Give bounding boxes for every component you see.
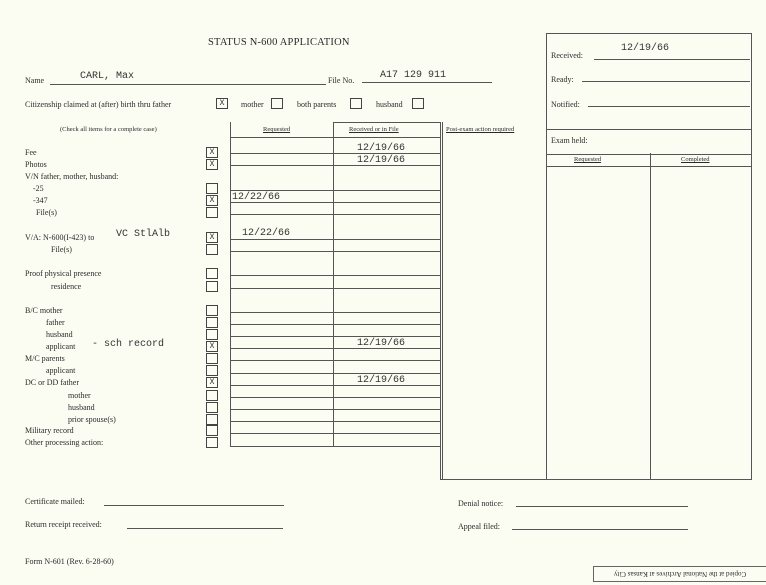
residence-checkbox[interactable] [206, 281, 218, 292]
name-value: CARL, Max [80, 71, 135, 82]
proof-checkbox[interactable] [206, 268, 218, 279]
appeal-filed-label: Appeal filed: [458, 522, 500, 531]
certificate-mailed-label: Certificate mailed: [25, 497, 85, 506]
item-fee: Fee [25, 148, 37, 157]
name-label: Name [25, 76, 45, 85]
mc-parents-checkbox[interactable] [206, 353, 218, 364]
g347-requested-date: 12/22/66 [232, 192, 281, 203]
photos-checkbox[interactable]: X [206, 159, 218, 170]
item-bc-father: father [46, 318, 65, 327]
item-photos: Photos [25, 160, 47, 169]
item-bc-husband: husband [46, 330, 73, 339]
fee-checkbox[interactable]: X [206, 147, 218, 158]
dc-mother-checkbox[interactable] [206, 390, 218, 401]
va-checkbox[interactable]: X [206, 232, 218, 243]
both-parents-label: both parents [297, 100, 337, 109]
form-title: STATUS N-600 APPLICATION [208, 37, 350, 48]
item-dc-husband: husband [68, 403, 95, 412]
return-receipt-label: Return receipt received: [25, 520, 102, 529]
item-mc-applicant: applicant [46, 366, 76, 375]
bc-mother-checkbox[interactable] [206, 305, 218, 316]
item-military: Military record [25, 426, 74, 435]
requested-header: Requested [263, 126, 291, 133]
item-dc-mother: mother [68, 391, 91, 400]
father-checkbox[interactable]: X [216, 98, 228, 109]
prior-spouse-checkbox[interactable] [206, 414, 218, 425]
received-header: Received or in File [349, 126, 399, 133]
right-completed-header: Completed [681, 156, 710, 163]
item-n25: -25 [33, 184, 44, 193]
applicant-received-date: 12/19/66 [357, 338, 406, 349]
item-bc-mother: B/C mother [25, 306, 63, 315]
files1-checkbox[interactable] [206, 207, 218, 218]
check-all-note: (Check all items for a complete case) [60, 126, 157, 133]
n25-checkbox[interactable] [206, 183, 218, 194]
ready-label: Ready: [551, 75, 574, 84]
citizenship-label: Citizenship claimed at (after) birth thru father [25, 100, 172, 109]
va-typed-value: VC StlAlb [116, 229, 171, 240]
mc-applicant-checkbox[interactable] [206, 365, 218, 376]
received-label: Received: [551, 51, 583, 60]
item-mc-parents: M/C parents [25, 354, 65, 363]
post-exam-header: Post-exam action required [446, 126, 515, 133]
item-vn-header: V/N father, mother, husband: [25, 172, 119, 181]
denial-notice-label: Denial notice: [458, 499, 504, 508]
item-proof: Proof physical presence [25, 269, 102, 278]
sch-record-typed: - sch record [92, 339, 165, 350]
other-checkbox[interactable] [206, 437, 218, 448]
bc-applicant-checkbox[interactable]: X [206, 341, 218, 352]
form-number: Form N-601 (Rev. 6-28-60) [25, 557, 114, 566]
received-value: 12/19/66 [621, 43, 670, 54]
item-g347: -347 [33, 196, 48, 205]
both-parents-checkbox[interactable] [350, 98, 362, 109]
item-files-2: File(s) [51, 245, 72, 254]
right-requested-header: Requested [574, 156, 602, 163]
archive-stamp: Copied at the National Archives at Kansas City [593, 566, 766, 582]
item-dc-father: DC or DD father [25, 378, 79, 387]
photos-received-date: 12/19/66 [357, 155, 406, 166]
notified-label: Notified: [551, 100, 580, 109]
item-bc-applicant: applicant [46, 342, 76, 351]
mother-label: mother [241, 100, 264, 109]
item-va: V/A: N-600(I-423) to [25, 233, 95, 242]
husband-checkbox[interactable] [412, 98, 424, 109]
husband-label: husband [376, 100, 403, 109]
military-checkbox[interactable] [206, 425, 218, 436]
bc-husband-checkbox[interactable] [206, 329, 218, 340]
fee-received-date: 12/19/66 [357, 143, 406, 154]
bc-father-checkbox[interactable] [206, 317, 218, 328]
item-other: Other processing action: [25, 438, 104, 447]
file-no-value: A17 129 911 [380, 70, 447, 81]
file-no-label: File No. [328, 76, 355, 85]
item-files-1: File(s) [36, 208, 57, 217]
mother-checkbox[interactable] [271, 98, 283, 109]
dc-father-checkbox[interactable]: X [206, 377, 218, 388]
va-requested-date: 12/22/66 [242, 228, 291, 239]
dc-husband-checkbox[interactable] [206, 402, 218, 413]
g347-checkbox[interactable]: X [206, 195, 218, 206]
files2-checkbox[interactable] [206, 244, 218, 255]
item-residence: residence [51, 282, 82, 291]
dc-father-received-date: 12/19/66 [357, 375, 406, 386]
item-prior-spouse: prior spouse(s) [68, 415, 116, 424]
exam-held-label: Exam held: [551, 136, 588, 145]
